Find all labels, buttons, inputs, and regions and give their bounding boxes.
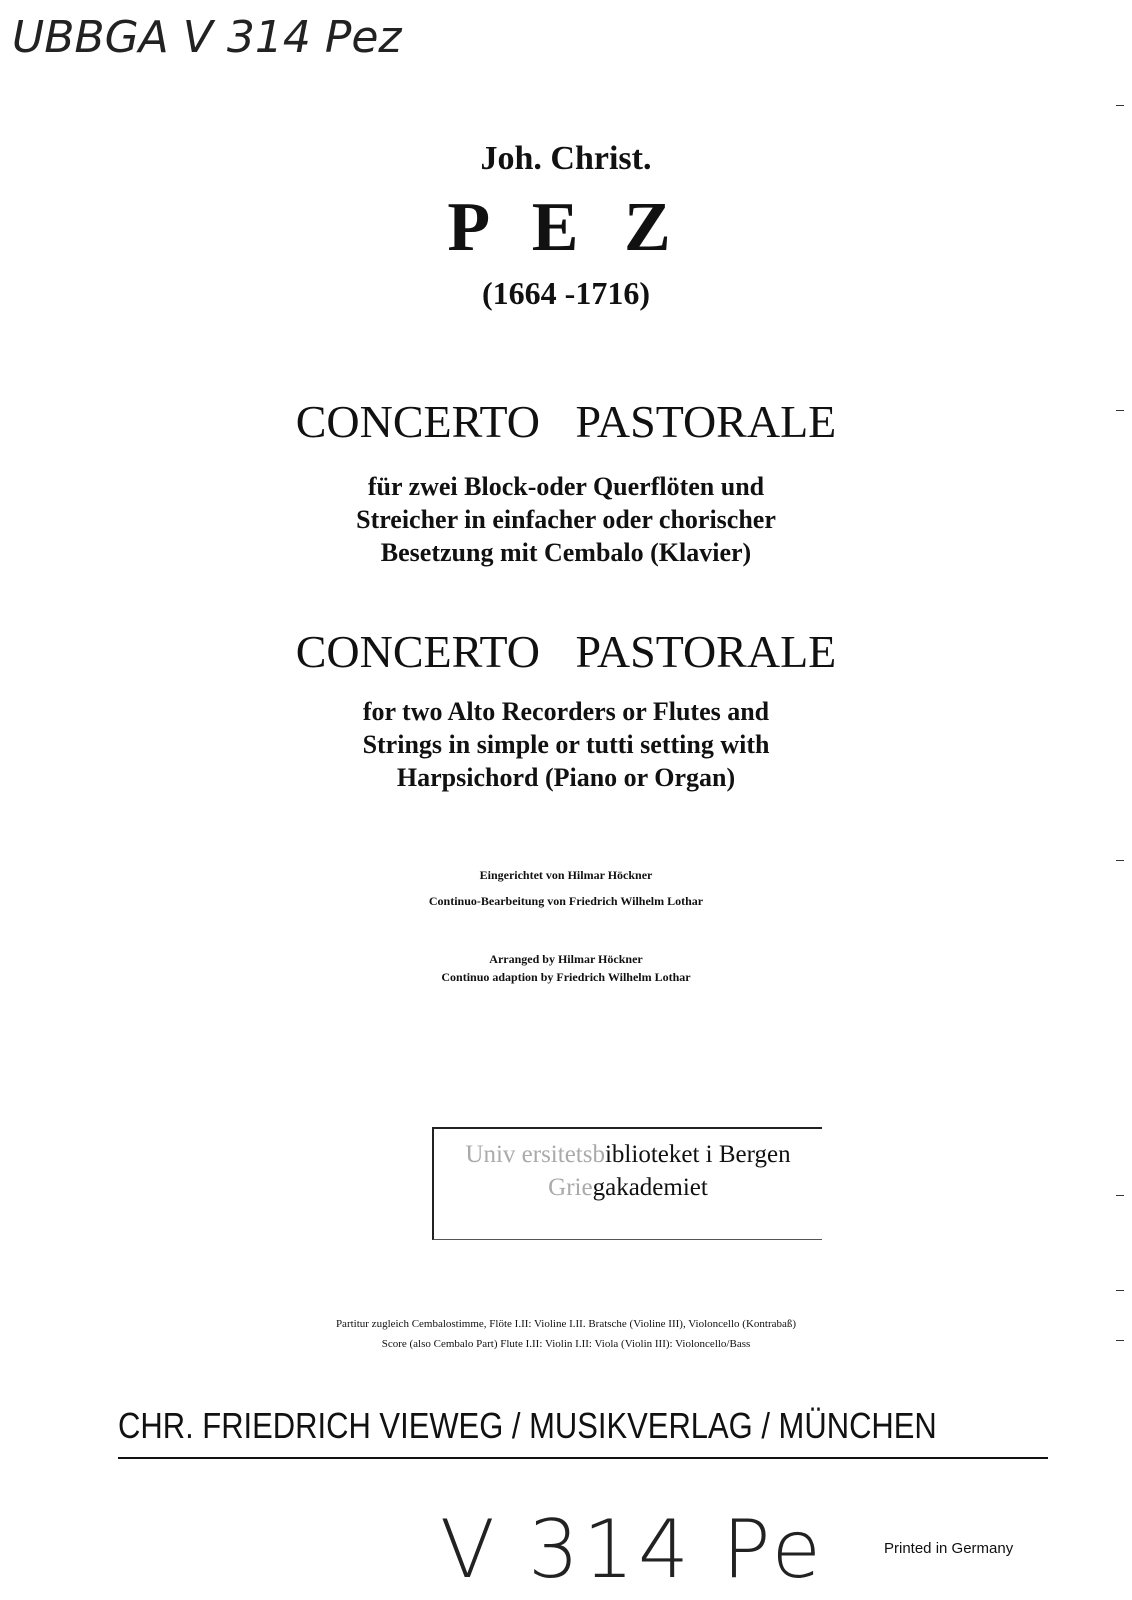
composer-dates: (1664 -1716)	[482, 275, 650, 311]
stamp-faint-text: Univ ersitetsb	[465, 1141, 605, 1168]
printed-in: Printed in Germany	[884, 1540, 1014, 1557]
handwritten-bottom: V 314 Pe	[440, 1503, 825, 1596]
divider	[118, 1457, 1048, 1459]
composer-prefix: Joh. Christ.	[480, 140, 652, 177]
library-stamp	[432, 1127, 822, 1240]
stamp-text: gakademiet	[592, 1174, 708, 1201]
credits-english	[0, 950, 1132, 986]
parts-line: Score (also Cembalo Part) Flute I.II: Violin I.II: Viola (Violin III): Violoncello/Bass	[381, 1338, 751, 1350]
subtitle-line: Besetzung mit Cembalo (Klavier)	[380, 538, 752, 567]
publisher: CHR. FRIEDRICH VIEWEG / MUSIKVERLAG / MÜNCHEN	[118, 1405, 937, 1446]
subtitle-line: Harpsichord (Piano or Organ)	[396, 763, 736, 792]
parts-line: Partitur zugleich Cembalostimme, Flöte I.II: Violine I.II. Bratsche (Violine III), Violoncello (Kontrabaß)	[335, 1318, 797, 1330]
title-german: CONCERTO PASTORALE	[295, 396, 837, 447]
stamp-text: iblioteket i Bergen	[604, 1141, 791, 1168]
subtitle-line: Streicher in einfacher oder chorischer	[356, 505, 776, 534]
credit-line: Continuo adaption by Friedrich Wilhelm Lothar	[441, 970, 691, 984]
subtitle-line: Strings in simple or tutti setting with	[362, 730, 770, 759]
subtitle-line: for two Alto Recorders or Flutes and	[362, 697, 770, 726]
stamp-faint-text: Grie	[548, 1174, 593, 1201]
title-english: CONCERTO PASTORALE	[295, 626, 837, 677]
subtitle-english	[0, 695, 1132, 794]
parts-list	[0, 1314, 1132, 1354]
credits-german	[0, 862, 1132, 914]
subtitle-line: für zwei Block-oder Querflöten und	[367, 472, 765, 501]
credit-line: Arranged by Hilmar Höckner	[489, 952, 643, 966]
credit-line: Eingerichtet von Hilmar Höckner	[479, 868, 653, 882]
composer-name: P E Z	[447, 189, 685, 266]
subtitle-german	[0, 470, 1132, 569]
credit-line: Continuo-Bearbeitung von Friedrich Wilhelm Lothar	[428, 894, 704, 908]
handwritten-shelfmark: UBBGA V 314 Pez	[12, 12, 402, 63]
